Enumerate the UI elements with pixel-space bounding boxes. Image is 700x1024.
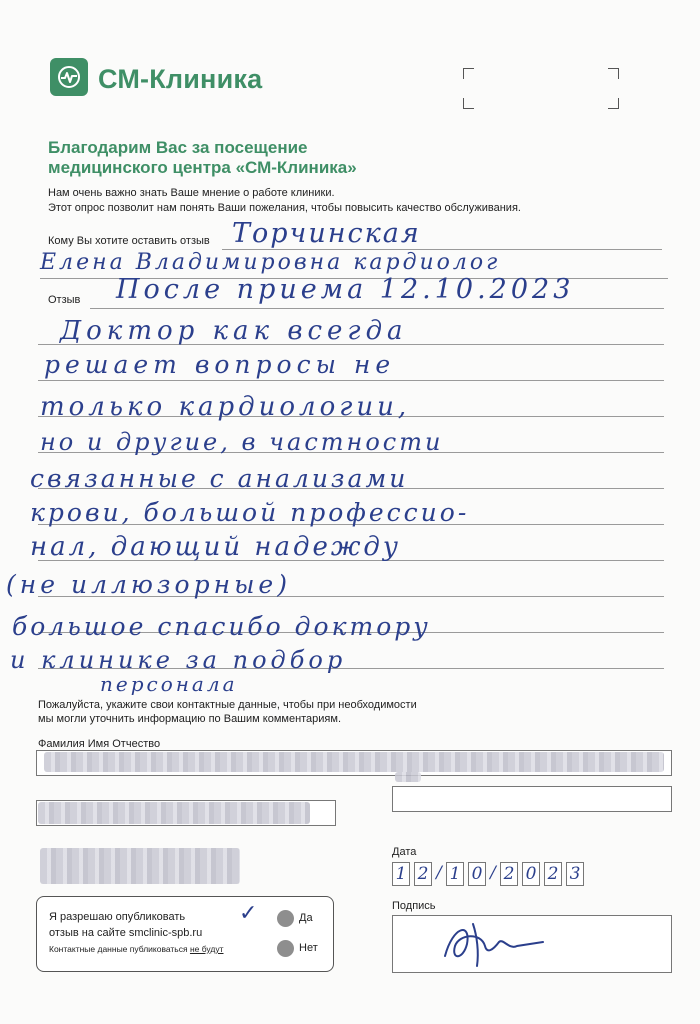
yes-label: Да bbox=[299, 912, 313, 924]
date-digit: 0 bbox=[522, 862, 540, 886]
no-label: Нет bbox=[299, 942, 318, 954]
signature-field[interactable] bbox=[392, 915, 672, 973]
date-digit: 2 bbox=[544, 862, 562, 886]
date-label: Дата bbox=[392, 846, 417, 858]
redacted-email bbox=[40, 848, 240, 884]
review-line[interactable]: (не иллюзорные) bbox=[6, 570, 291, 599]
review-line[interactable]: большое спасибо доктору bbox=[12, 612, 431, 641]
clinic-logo bbox=[50, 58, 88, 96]
date-digit: 2 bbox=[500, 862, 518, 886]
check-mark-icon: ✓ bbox=[239, 901, 258, 926]
date-digit: 2 bbox=[414, 862, 432, 886]
contacts-note: Пожалуйста, укажите свои контактные данные, чтобы при необходимости мы могли уточнить информацию по Вашим комментариям. bbox=[38, 699, 417, 725]
publish-note: Контактные данные публиковаться не будут bbox=[49, 944, 224, 954]
heartbeat-icon bbox=[56, 64, 82, 90]
publish-permission-box bbox=[36, 896, 334, 972]
date-digit: 3 bbox=[566, 862, 584, 886]
date-digit: 0 bbox=[468, 862, 486, 886]
review-line[interactable]: Доктор как всегда bbox=[60, 316, 408, 346]
intro-text: Нам очень важно знать Ваше мнение о работе клиники. Этот опрос позволит нам понять Ваши пожелания, чтобы повысить качество обслуживания. bbox=[48, 187, 521, 214]
date-digit: 1 bbox=[392, 862, 410, 886]
publish-text: Я разрешаю опубликовать отзыв на сайте smclinic-spb.ru bbox=[49, 911, 203, 939]
signature-label: Подпись bbox=[392, 900, 436, 912]
date-field[interactable] bbox=[392, 862, 584, 886]
date-digit: 1 bbox=[446, 862, 464, 886]
thanks-heading: Благодарим Вас за посещение медицинского центра «СМ-Клиника» bbox=[48, 138, 357, 177]
review-line[interactable]: но и другие, в частности bbox=[40, 428, 444, 456]
no-radio[interactable] bbox=[277, 940, 294, 957]
review-line[interactable]: нал, дающий надежду bbox=[30, 532, 401, 562]
review-line[interactable]: персонала bbox=[100, 672, 238, 696]
review-line[interactable]: После приема 12.10.2023 bbox=[116, 274, 575, 305]
review-label: Отзыв bbox=[48, 294, 81, 306]
yes-radio[interactable] bbox=[277, 910, 294, 927]
redacted-name bbox=[44, 752, 664, 772]
review-line[interactable]: крови, большой профессио- bbox=[30, 498, 470, 527]
signature-scribble bbox=[393, 916, 671, 972]
date-separator: / bbox=[436, 863, 442, 883]
recipient-handwriting-1[interactable]: Торчинская bbox=[232, 218, 421, 249]
review-line[interactable]: решает вопросы не bbox=[44, 350, 396, 379]
extra-field-input[interactable] bbox=[392, 786, 672, 812]
review-line[interactable]: связанные с анализами bbox=[30, 464, 409, 493]
fio-label: Фамилия Имя Отчество bbox=[38, 738, 161, 750]
recipient-handwriting-2[interactable]: Елена Владимировна кардиолог bbox=[40, 250, 501, 275]
redacted-label bbox=[395, 772, 421, 782]
review-line[interactable]: только кардиологии, bbox=[40, 392, 411, 422]
review-line[interactable]: и клинике за подбор bbox=[10, 646, 347, 674]
redacted-phone bbox=[38, 802, 310, 824]
recipient-label: Кому Вы хотите оставить отзыв bbox=[48, 235, 210, 247]
logo-text: СМ-Клиника bbox=[98, 64, 263, 94]
date-separator: / bbox=[490, 863, 496, 883]
